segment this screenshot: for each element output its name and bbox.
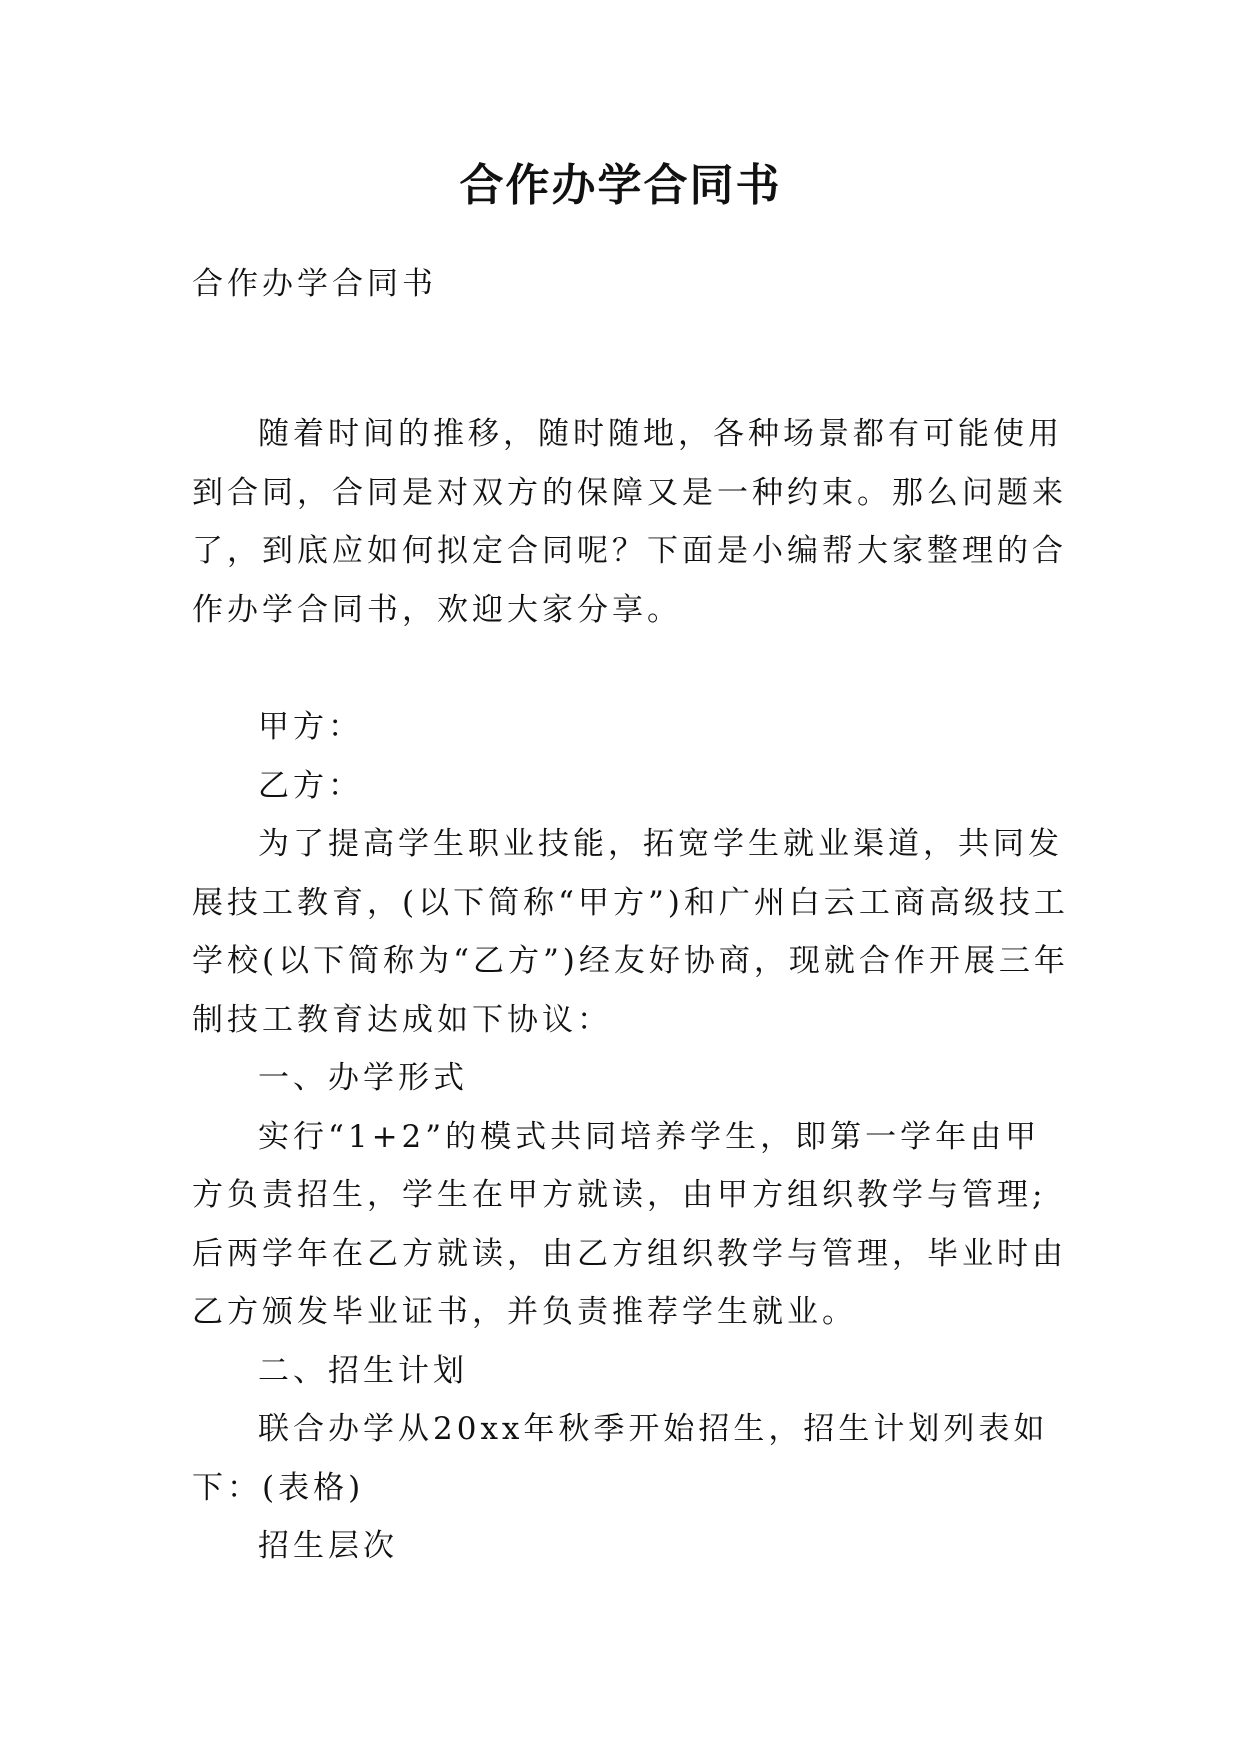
intro-paragraph: 随着时间的推移，随时随地，各种场景都有可能使用到合同，合同是对双方的保障又是一种约束。那么问题来了，到底应如何拟定合同呢？下面是小编帮大家整理的合作办学合同书，欢迎大家分享。 <box>192 416 1067 628</box>
table-label: 招生层次 <box>258 1528 398 1564</box>
section-2-paragraph: 联合办学从20xx年秋季开始招生，招生计划列表如下：(表格) <box>192 1411 1049 1506</box>
preamble-paragraph: 为了提高学生职业技能，拓宽学生就业渠道，共同发展技工教育，(以下简称“甲方”)和广州白云工商高级技工学校(以下简称为“乙方”)经友好协商，现就合作开展三年制技工教育达成如下协议： <box>192 826 1069 1038</box>
contract-body <box>192 698 1072 1576</box>
section-2-heading: 二、招生计划 <box>258 1352 468 1389</box>
section-1-paragraph: 实行“1+2”的模式共同培养学生，即第一学年由甲方负责招生，学生在甲方就读，由甲方组织教学与管理;后两学年在乙方就读，由乙方组织教学与管理，毕业时由乙方颁发毕业证书，并负责推荐学生就业。 <box>192 1118 1067 1330</box>
document-subtitle: 合作办学合同书 <box>192 266 437 302</box>
document-title: 合作办学合同书 <box>459 160 782 211</box>
party-a-line: 甲方： <box>258 709 363 745</box>
party-b-line: 乙方： <box>258 767 363 804</box>
section-1-heading: 一、办学形式 <box>258 1060 468 1096</box>
